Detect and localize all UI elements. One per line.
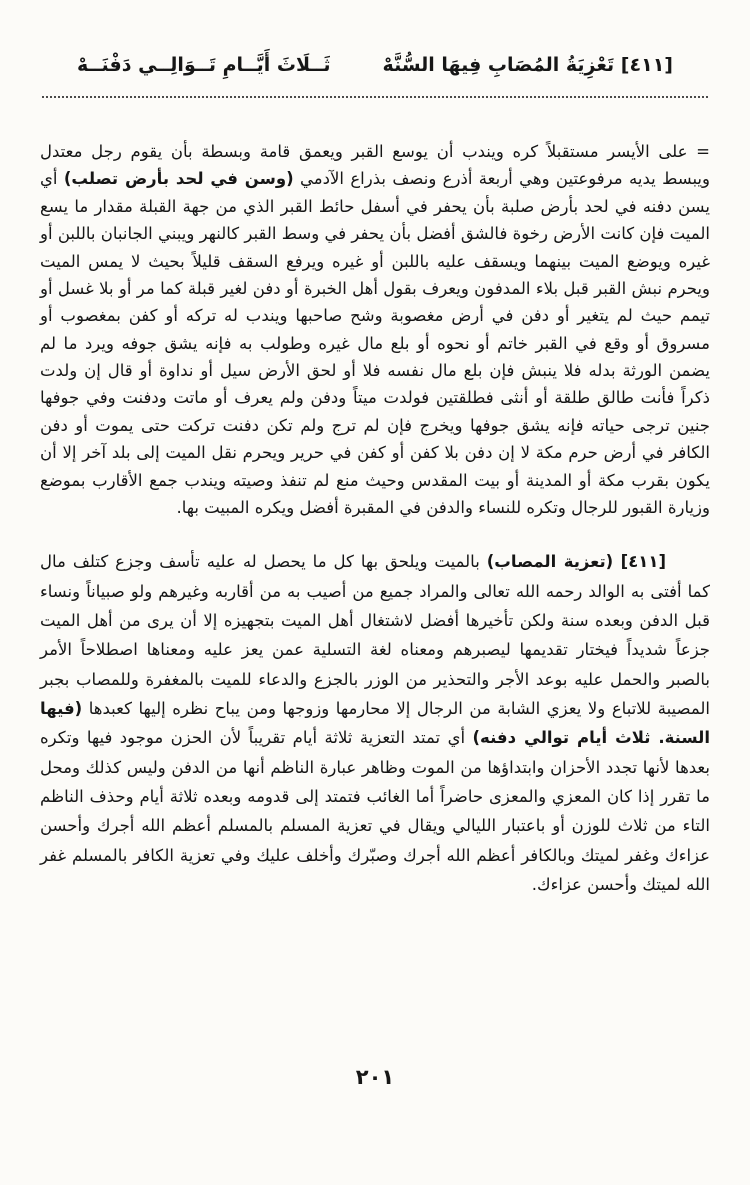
body-text xyxy=(40,138,710,900)
commentary-text: أي يسن دفنه في لحد بأرض صلبة بأن يحفر في أسفل حائط القبر الذي من جهة القبلة مقدار ما يسع الميت فإن كانت الأرض رخوة فالشق أفضل بأن يحفر في وسط القبر كالنهر ويبني الجانبان باللبن أو غيره ويوضع الميت بينهما ويسقف عليه باللبن أو غيره ويرفع السقف قليلاً بحيث لا يمس الميت ويحرم نبش القبر قبل بلاء المدفون ويعرف بقول أهل الخبرة أو دفن لغير قبلة كما مر أو بلا غسل أو تيمم حيث لم يتغير أو دفن في أرض مغصوبة وشح صاحبها ويندب له تركه أو كفن بمغصوب أو مسروق أو وقع في القبر خاتم أو نحوه أو بلع مال غيره وطولب به فإنه يشق جوفه ويرد ما لم يضمن الورثة بدله فلا ينبش فإن بلع مال نفسه فلا أو لحق الأرض سيل أو نداوة أو قال إن ولدت ذكراً فأنت طالق طلقة أو أنثى فطلقتين فولدت ميتاً ودفن ولم يعرف أو ماتت ودفنت وفي جوفها جنين ترجى حياته فإنه يشق جوفها ويخرج فإن لم ترج ولم تكن دفنت تركت حتى يموت أو دفن الكافر في أرض حرم مكة لا إن دفن بلا كفن أو كفن في حرير ويحرم نقل الميت إلى بلد آخر إلا أن يكون بقرب مكة أو المدينة أو بيت المقدس وحيث منع لم تنفذ وصيته ويندب جمع الأقارب بموضع وزيارة القبور للرجال وتكره للنساء والدفن في المقبرة أفضل ويكره المبيت بها. xyxy=(40,169,710,517)
paragraph xyxy=(40,138,710,521)
matn-quote-text: [٤١١] (تعزية المصاب) xyxy=(486,552,666,572)
dotted-separator xyxy=(42,96,708,98)
commentary-text: = على الأيسر مستقبلاً كره ويندب أن يوسع القبر ويعمق قامة وبسطة بأن يقوم رجل معتدل ويبسط يديه مرفوعتين وهي أربعة أذرع ونصف بذراع الآدمي xyxy=(40,142,710,189)
matn-quote-text: (فيها السنة. ثلاث أيام توالي دفنه) xyxy=(40,699,711,748)
commentary-text: بالميت ويلحق بها كل ما يحصل له عليه تأسف وجزع كتلف مال كما أفتى به الوالد رحمه الله تعالى والمراد جميع من أصيب به من أقاربه وغيرهم ولو صبياناً ونساء قبل الدفن وبعده سنة ولكن تأخيرها أفضل لاشتغال أهل الميت بتجهيزه إلا أن يرى من أهل الميت جزعاً شديداً فيختار تقديمها ليصبرهم ومعناه لغة التسلية عمن يعز عليه ومعناها اصطلاحاً الأمر بالصبر والحمل عليه بوعد الأجر والتحذير من الوزر بالجزع والدعاء للميت بالمغفرة وللمصاب بجبر المصيبة للاتباع ولا يعزي الشابة من الرجال إلا محارمها وزوجها ومن يباح نظره إليها كعبدها xyxy=(40,552,710,719)
verse-first-hemistich: [٤١١] تَعْزِيَةُ المُصَابِ فِيهَا السُّنَّهْ xyxy=(382,54,673,76)
verse-second-hemistich: ثَــلَاثَ أَيَّــامِ تَــوَالِــي دَفْنَــهْ xyxy=(77,54,331,76)
paragraph xyxy=(40,547,710,899)
commentary-text: أي تمتد التعزية ثلاثة أيام تقريباً لأن الحزن موجود فيها وتكره بعدها لأنها تجدد الأحزان وابتداؤها من الموت وظاهر عبارة الناظم أنها من الدفن وليس كذلك ومحل ما تقرر إذا كان المعزي والمعزى حاضراً أما الغائب فتمتد إلى قدومه وبعده ثلاثة أيام وحذف الناظم التاء من ثلاث للوزن أو باعتبار الليالي ويقال في تعزية المسلم بالمسلم أعظم الله أجرك وأحسن عزاءك وغفر لميتك وبالكافر أعظم الله أجرك وصبّرك وأخلف عليك وفي تعزية الكافر بالمسلم غفر الله لميتك وأحسن عزاءك. xyxy=(40,728,710,895)
matn-quote-text: (وسن في لحد بأرض تصلب) xyxy=(63,169,294,189)
page-number: ٢٠١ xyxy=(355,1065,395,1089)
chapter-heading-verse xyxy=(40,54,710,76)
